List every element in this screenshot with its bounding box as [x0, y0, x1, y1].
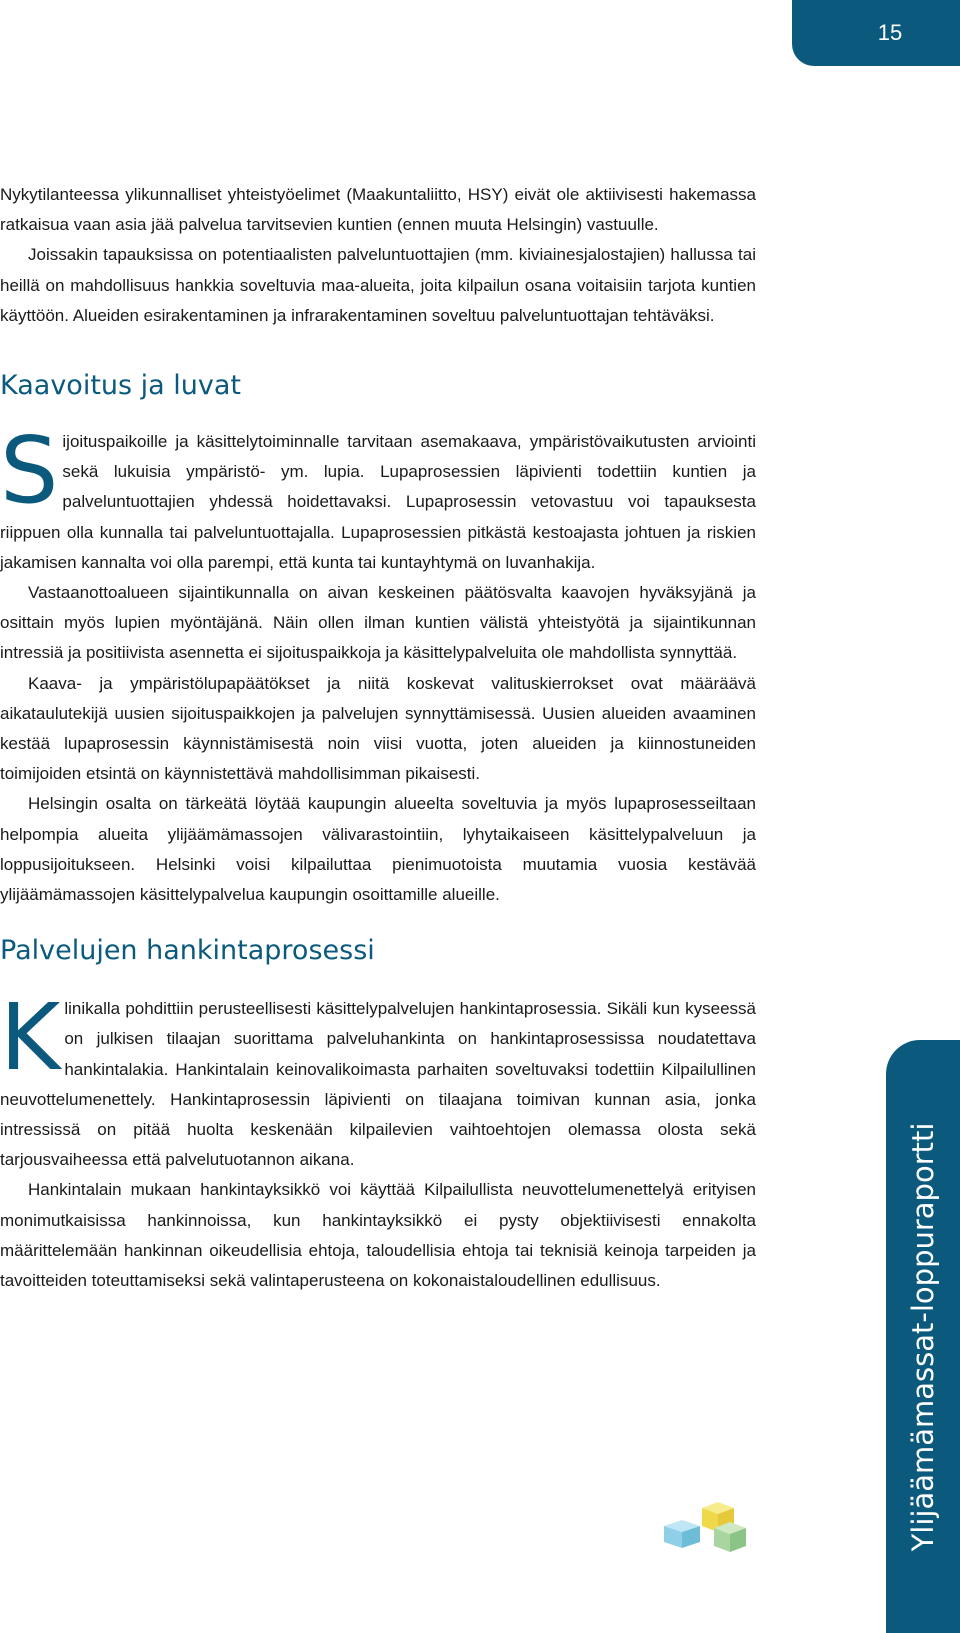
section-kaavoitus-body — [0, 417, 756, 910]
dropcap-letter-k: K — [0, 984, 61, 1092]
kaavoitus-paragraph-1: ijoituspaikoille ja käsittelytoiminnalle tarvitaan asemakaava, ympäristövaikutusten arviointi sekä lukuisia ympäristö- ym. lupia. Lupaprosessien läpivienti todettiin kuntien ja palveluntuottajien yhdessä hoidettavaksi. Lupaprosessin vetovastuu voi tapauksesta riippuen olla kunnalla tai palveluntuottajalla. Lupaprosessien pitkästä kestoajasta johtuen ja riskien jakamisen kannalta voi olla parempi, että kunta tai kuntayhtymä on luvanhakija. — [0, 432, 756, 572]
hankinta-paragraph-2: Hankintalain mukaan hankintayksikkö voi käyttää Kilpailullista neuvottelumenettelyä erityisen monimutkaisissa hankinnoissa, kun hankintayksikkö ei pysty objektiivisesti ennakolta määrittelemään hankinnan oikeudellisia ehtoja, taloudellisia ehtoja tai teknisiä keinoja tarpeiden ja tavoitteiden toteuttamiseksi sekä valintaperusteena on kokonaistaloudellinen edullisuus. — [0, 1180, 756, 1291]
page-number: 15 — [877, 20, 903, 45]
page-number-tab — [792, 0, 960, 66]
section-heading-hankinta: Palvelujen hankintaprosessi — [0, 935, 375, 967]
kaavoitus-paragraph-4: Helsingin osalta on tärkeätä löytää kaupungin alueelta soveltuvia ja myös lupaprosesseiltaan helpompia alueita ylijäämämassojen välivarastointiin, lyhytaikaiseen käsittelypalveluun ja loppusijoitukseen. Helsinki voisi kilpailuttaa pienimuotoista muutamia vuosia kestävää ylijäämämassojen käsittelypalvelua kaupungin osoittamille alueille. — [0, 794, 756, 905]
kaavoitus-paragraph-2: Vastaanottoalueen sijaintikunnalla on aivan keskeinen päätösvalta kaavojen hyväksyjänä ja osittain myös lupien myöntäjänä. Näin ollen ilman kuntien välistä yhteistyötä ja sijaintikunnan intressiä ja positiivista asennetta ei sijoituspaikkoja ja käsittelypalveluita ole mahdollista synnyttää. — [0, 583, 756, 663]
main-content — [0, 180, 756, 1296]
cubes-icon — [664, 1498, 760, 1560]
section-heading-kaavoitus: Kaavoitus ja luvat — [0, 370, 242, 402]
section-hankinta-body — [0, 984, 756, 1296]
intro-paragraph-1: Nykytilanteessa ylikunnalliset yhteistyöelimet (Maakuntaliitto, HSY) eivät ole aktiivisesti hakemassa ratkaisua vaan asia jää palvelua tarvitsevien kuntien (ennen muuta Helsingin) vastuulle. — [0, 185, 756, 235]
dropcap-letter-s: S — [0, 417, 59, 525]
report-title-vertical: Ylijäämämassat-loppuraportti — [906, 1122, 940, 1551]
kaavoitus-paragraph-3: Kaava- ja ympäristölupapäätökset ja niitä koskevat valituskierrokset ovat määräävä aikataulutekijä uusien sijoituspaikkojen ja palvelujen synnyttämisessä. Uusien alueiden avaaminen kestää lupaprosessin käynnistämisestä noin viisi vuotta, joten alueiden ja kiinnostuneiden toimijoiden etsintä on käynnistettävä mahdollisimman pikaisesti. — [0, 673, 756, 784]
intro-paragraph-2: Joissakin tapauksissa on potentiaalisten palveluntuottajien (mm. kiviainesjalostajien) hallussa tai heillä on mahdollisuus hankkia soveltuvia maa-alueita, joita kilpailun osana voitaisiin tarjota kuntien käyttöön. Alueiden esirakentaminen ja infrarakentaminen soveltuu palveluntuottajan tehtäväksi. — [0, 245, 756, 325]
report-side-tab — [886, 1040, 960, 1633]
hankinta-paragraph-1: linikalla pohdittiin perusteellisesti käsittelypalvelujen hankintaprosessia. Sikäli kun kyseessä on julkisen tilaajan suorittama palveluhankinta on hankintaprosessissa noudatettava hankintalakia. Hankintalain keinovalikoimasta parhaiten soveltuvaksi todettiin Kilpailullinen neuvottelumenettely. Hankintaprosessin läpivienti on tilaajana toimivan kunnan asia, jonka intressissä on pitää huolta keskenään kilpailevien vaihtoehtojen olemassa olosta sekä tarjousvaiheessa että palvelutuotannon aikana. — [0, 999, 756, 1170]
